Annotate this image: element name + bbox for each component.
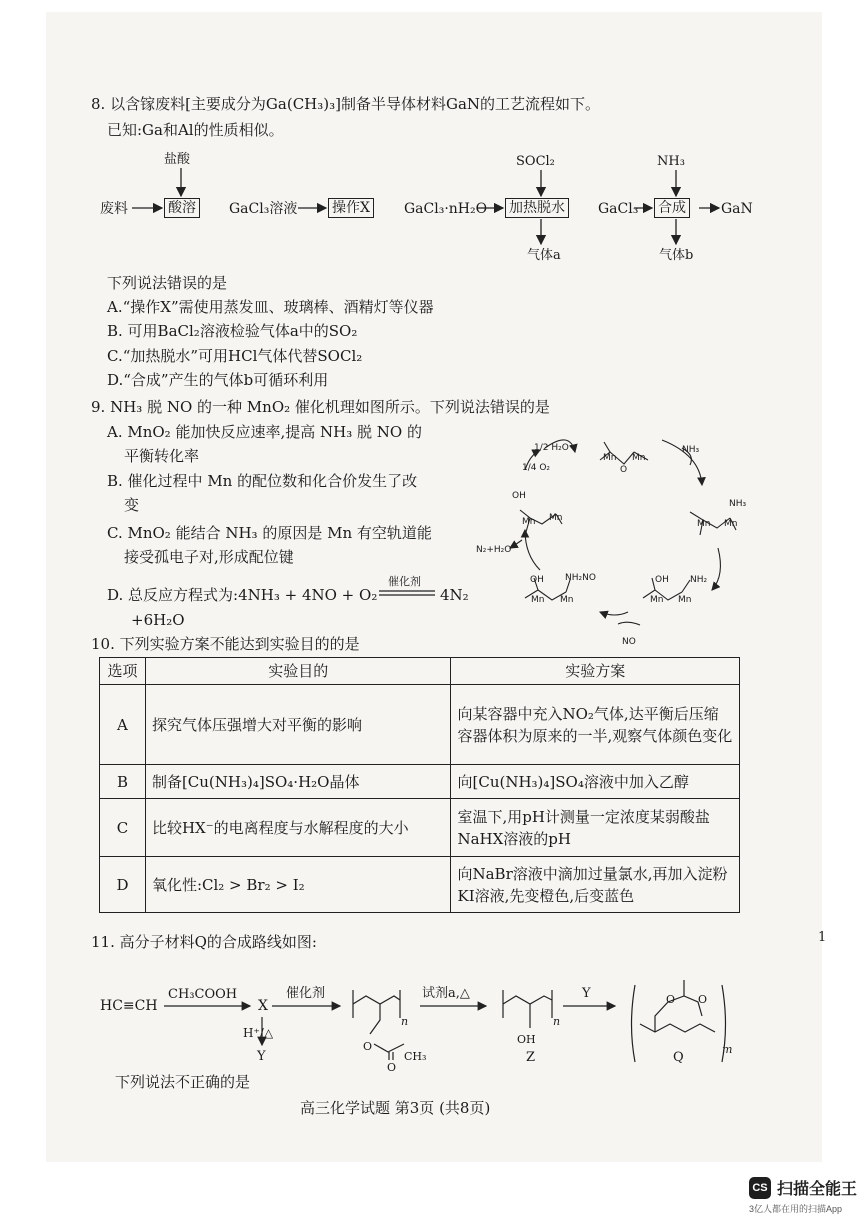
row-purpose: 比较HX⁻的电离程度与水解程度的大小 bbox=[145, 799, 451, 857]
q9-nh3-in: NH₃ bbox=[682, 445, 700, 455]
col-header-purpose: 实验目的 bbox=[145, 658, 451, 685]
q9-n2-h2o-out: N₂+H₂O bbox=[476, 545, 512, 555]
q9-mn-label: Mn bbox=[697, 519, 711, 529]
q8-reagent-socl2: SOCl₂ bbox=[516, 154, 555, 169]
q9-option-d-line1: D. 总反应方程式为:4NH₃ + 4NO + O₂ bbox=[107, 586, 378, 604]
q8-product-hydrate: GaCl₃·nH₂O bbox=[404, 201, 488, 217]
row-purpose: 氧化性:Cl₂ > Br₂ > I₂ bbox=[145, 857, 451, 913]
q8-step-x: 操作X bbox=[328, 198, 374, 218]
q9-stem: 9. NH₃ 脱 NO 的一种 MnO₂ 催化机理如图所示。下列说法错误的是 bbox=[91, 398, 550, 416]
q9-mn-label: Mn bbox=[603, 453, 617, 463]
q9-mn-label: Mn bbox=[560, 595, 574, 605]
q9-option-c-line2: 接受孤电子对,形成配位键 bbox=[124, 548, 294, 566]
q11-n-label: n bbox=[553, 1015, 561, 1028]
q11-o-label: O bbox=[387, 1061, 397, 1074]
q8-product-gacl3: GaCl₃ bbox=[598, 201, 639, 217]
q11-z: Z bbox=[526, 1050, 536, 1065]
q8-option-a: A.“操作X”需使用蒸发皿、玻璃棒、酒精灯等仪器 bbox=[107, 298, 434, 316]
q8-step-synth: 合成 bbox=[654, 198, 690, 218]
q9-option-b-line1: B. 催化过程中 Mn 的配位数和化合价发生了改 bbox=[107, 472, 418, 490]
q9-option-d-line2: +6H₂O bbox=[131, 611, 185, 629]
q9-half-h2o: 1/2 H₂O bbox=[534, 443, 569, 453]
q11-catalyst: 催化剂 bbox=[286, 986, 326, 1001]
q9-oh-label: OH bbox=[512, 491, 526, 501]
q11-y-down: Y bbox=[257, 1049, 266, 1064]
row-plan: 向NaBr溶液中滴加过量氯水,再加入淀粉KI溶液,先变橙色,后变蓝色 bbox=[451, 857, 740, 913]
q9-option-c-line1: C. MnO₂ 能结合 NH₃ 的原因是 Mn 有空轨道能 bbox=[107, 524, 432, 542]
q9-option-a-line2: 平衡转化率 bbox=[124, 447, 200, 465]
col-header-option: 选项 bbox=[100, 658, 146, 685]
q8-step-acid: 酸溶 bbox=[164, 198, 200, 218]
scanner-brand-name: 扫描全能王 bbox=[777, 1181, 858, 1198]
q11-oh-label: OH bbox=[517, 1033, 536, 1046]
row-option: B bbox=[100, 765, 146, 799]
q11-o-label: O bbox=[698, 993, 708, 1006]
q8-waste: 废料 bbox=[100, 201, 128, 217]
q8-product-gacl3-sol: GaCl₃溶液 bbox=[229, 201, 298, 217]
q9-no-in: NO bbox=[622, 637, 636, 647]
scanner-logo-icon: CS bbox=[749, 1177, 771, 1199]
q11-o-label: O bbox=[666, 993, 676, 1006]
q8-final-gan: GaN bbox=[721, 201, 753, 217]
row-plan: 室温下,用pH计测量一定浓度某弱酸盐NaHX溶液的pH bbox=[451, 799, 740, 857]
q11-m-label: m bbox=[722, 1043, 733, 1056]
q11-y: Y bbox=[582, 986, 591, 1001]
q9-oh-label: OH bbox=[530, 575, 544, 585]
row-option: C bbox=[100, 799, 146, 857]
q9-nh3-bound: NH₃ bbox=[729, 499, 747, 509]
q11-margin-mark: 1 bbox=[818, 930, 827, 945]
q9-o-label: O bbox=[620, 465, 628, 475]
q11-reagent-acetic: CH₃COOH bbox=[168, 987, 238, 1002]
q9-nh2no-label: NH₂NO bbox=[565, 573, 596, 583]
q11-x: X bbox=[258, 998, 268, 1014]
q9-mn-label: Mn bbox=[632, 453, 646, 463]
q9-nh2-label: NH₂ bbox=[690, 575, 708, 585]
q8-option-d: D.“合成”产生的气体b可循环利用 bbox=[107, 371, 329, 389]
row-option: A bbox=[100, 685, 146, 765]
q8-reagent-nh3: NH₃ bbox=[657, 154, 685, 169]
q11-o-label: O bbox=[363, 1040, 373, 1053]
q8-gas-a: 气体a bbox=[527, 248, 561, 263]
q9-option-b-line2: 变 bbox=[124, 496, 140, 514]
q8-step-dehydrate: 加热脱水 bbox=[505, 198, 569, 218]
row-purpose: 探究气体压强增大对平衡的影响 bbox=[145, 685, 451, 765]
q8-question: 下列说法错误的是 bbox=[107, 274, 228, 292]
q8-reagent-hcl: 盐酸 bbox=[164, 152, 191, 167]
q9-mn-label: Mn bbox=[650, 595, 664, 605]
q8-option-b: B. 可用BaCl₂溶液检验气体a中的SO₂ bbox=[107, 322, 358, 340]
q8-known: 已知:Ga和Al的性质相似。 bbox=[107, 121, 284, 139]
q9-catalyst-label: 催化剂 bbox=[388, 575, 421, 588]
q11-reagent-a: 试剂a,△ bbox=[422, 986, 470, 1001]
col-header-plan: 实验方案 bbox=[451, 658, 740, 685]
q9-mn-label: Mn bbox=[678, 595, 692, 605]
q11-question: 下列说法不正确的是 bbox=[115, 1073, 251, 1091]
row-purpose: 制备[Cu(NH₃)₄]SO₄·H₂O晶体 bbox=[145, 765, 451, 799]
q9-mn-label: Mn bbox=[549, 513, 563, 523]
q10-stem: 10. 下列实验方案不能达到实验目的的是 bbox=[91, 635, 360, 653]
row-plan: 向[Cu(NH₃)₄]SO₄溶液中加入乙醇 bbox=[451, 765, 740, 799]
scanner-watermark bbox=[749, 1176, 857, 1199]
q11-ch3-label: CH₃ bbox=[404, 1050, 427, 1063]
q9-quarter-o2: 1/4 O₂ bbox=[522, 463, 551, 473]
q11-n-label: n bbox=[401, 1015, 409, 1028]
row-option: D bbox=[100, 857, 146, 913]
q11-q: Q bbox=[673, 1050, 684, 1065]
page-footer: 高三化学试题 第3页 (共8页) bbox=[300, 1099, 491, 1117]
q9-oh-label: OH bbox=[655, 575, 669, 585]
row-plan: 向某容器中充入NO₂气体,达平衡后压缩容器体积为原来的一半,观察气体颜色变化 bbox=[451, 685, 740, 765]
q11-acetylene: HC≡CH bbox=[100, 998, 158, 1014]
q9-option-d-rhs: 4N₂ bbox=[440, 586, 469, 604]
q11-h-delta: H⁺/△ bbox=[243, 1026, 274, 1040]
scanner-tagline: 3亿人都在用的扫描App bbox=[749, 1204, 843, 1214]
q8-stem: 8. 以含镓废料[主要成分为Ga(CH₃)₃]制备半导体材料GaN的工艺流程如下。 bbox=[91, 95, 601, 113]
q8-gas-b: 气体b bbox=[659, 248, 694, 263]
q9-mn-label: Mn bbox=[522, 517, 536, 527]
q9-mn-label: Mn bbox=[724, 519, 738, 529]
q9-mn-label: Mn bbox=[531, 595, 545, 605]
q11-stem: 11. 高分子材料Q的合成路线如图: bbox=[91, 933, 317, 951]
q8-option-c: C.“加热脱水”可用HCl气体代替SOCl₂ bbox=[107, 347, 363, 365]
q9-option-a-line1: A. MnO₂ 能加快反应速率,提高 NH₃ 脱 NO 的 bbox=[107, 423, 422, 441]
